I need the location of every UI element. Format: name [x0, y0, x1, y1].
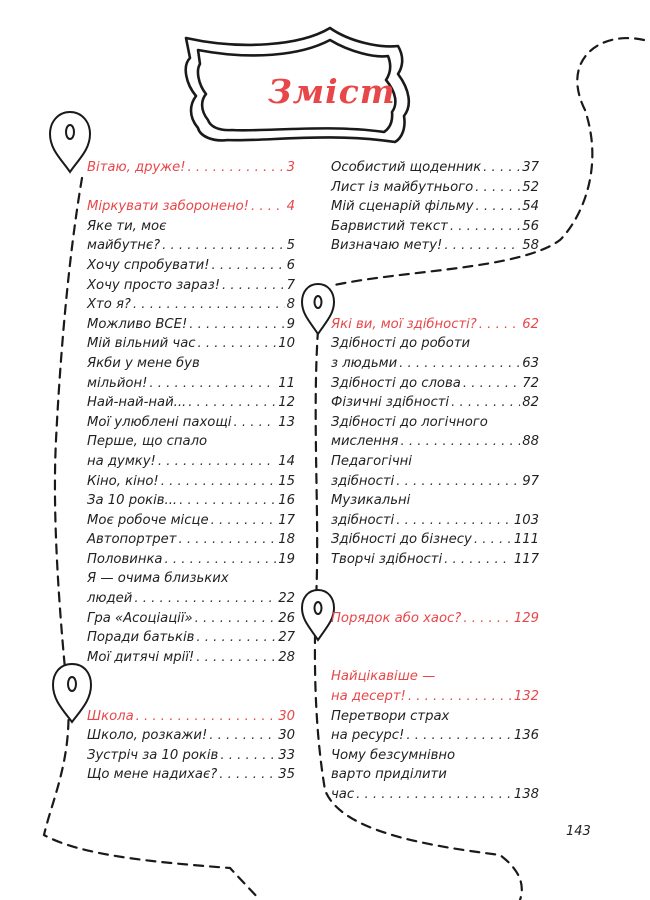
toc-entry-title: Здібності до логічного	[331, 414, 488, 430]
toc-entry	[87, 707, 295, 727]
toc-page-number: 6	[286, 257, 295, 273]
toc-entry-title: Хочу спробувати!	[87, 257, 210, 273]
spacer	[331, 569, 539, 589]
toc-entry-title: Гра «Асоціації»	[87, 610, 193, 626]
toc-entry	[87, 648, 295, 668]
dot-leader	[188, 158, 285, 178]
toc-entry	[87, 511, 295, 531]
dot-leader	[483, 158, 520, 178]
toc-page-number: 10	[278, 336, 295, 352]
toc-entry-title: здібності	[331, 473, 395, 489]
toc-page-number: 15	[278, 473, 295, 489]
toc-page-number: 11	[278, 375, 295, 391]
toc-entry-line	[87, 569, 295, 589]
dot-leader	[219, 765, 276, 785]
toc-page-number: 13	[278, 414, 295, 430]
toc-entry-title: Педагогічні	[331, 453, 412, 469]
toc-entry	[331, 158, 539, 178]
toc-entry	[331, 393, 539, 413]
dot-leader	[189, 315, 284, 335]
toc-entry	[331, 726, 539, 746]
toc-entry-title: Особистий щоденник	[331, 160, 482, 175]
page-title: Зміст	[268, 72, 396, 111]
toc-entry	[331, 432, 539, 452]
dot-leader	[209, 726, 276, 746]
toc-entry-title: Найцікавіше —	[331, 669, 436, 685]
toc-entry-title: Най-най-най...	[87, 395, 187, 411]
toc-page-number: 72	[522, 375, 539, 391]
dot-leader	[196, 648, 276, 668]
toc-entry-title: За 10 років...	[87, 493, 178, 509]
spacer	[87, 687, 295, 707]
toc-entry-title: майбутнє?	[87, 238, 161, 254]
dot-leader	[133, 295, 285, 315]
dot-leader	[179, 491, 276, 511]
spacer	[331, 276, 539, 296]
toc-entry-line	[331, 707, 539, 727]
toc-entry	[87, 236, 295, 256]
toc-entry-title: Яке ти, моє	[87, 218, 167, 234]
map-pin-icon	[302, 284, 334, 334]
map-pin-icon	[50, 112, 90, 172]
toc-page-number: 37	[522, 160, 539, 175]
dot-leader	[451, 393, 520, 413]
toc-entry-title: на думку!	[87, 453, 156, 469]
toc-entry-title: Якби у мене був	[87, 355, 200, 371]
toc-entry	[87, 746, 295, 766]
toc-entry-title: на ресурс!	[331, 728, 405, 744]
toc-entry	[87, 393, 295, 413]
toc-page-number: 138	[513, 787, 539, 802]
dot-leader	[356, 785, 512, 805]
dot-leader	[476, 197, 521, 217]
toc-entry-title: Можливо ВСЕ!	[87, 316, 188, 332]
dot-leader	[444, 550, 512, 570]
toc-entry	[87, 413, 295, 433]
toc-entry	[87, 472, 295, 492]
toc-entry-title: Що мене надихає?	[87, 767, 218, 783]
toc-page-number: 63	[522, 355, 539, 371]
toc-page-number: 136	[513, 728, 539, 744]
dot-leader	[479, 315, 520, 335]
toc-entry-title: Школа	[87, 708, 134, 724]
dot-leader	[198, 334, 277, 354]
toc-entry-line	[331, 452, 539, 472]
toc-entry	[331, 217, 539, 237]
toc-entry-title: Я — очима близьких	[87, 571, 229, 587]
toc-page-number: 56	[522, 218, 539, 234]
toc-entry-title: Поради батьків	[87, 630, 195, 646]
toc-entry	[87, 550, 295, 570]
toc-page-number: 132	[513, 689, 539, 705]
toc-page-number: 103	[513, 512, 539, 528]
toc-right-column	[331, 158, 539, 805]
toc-entry-title: Мій сценарій фільму	[331, 199, 474, 215]
toc-page-number: 8	[286, 297, 295, 313]
toc-page-number: 82	[522, 395, 539, 411]
spacer	[87, 178, 295, 198]
dot-leader	[406, 726, 511, 746]
dot-leader	[178, 530, 276, 550]
dot-leader	[211, 511, 277, 531]
toc-entry-title: Моє робоче місце	[87, 512, 209, 528]
toc-entry-title: здібності	[331, 512, 395, 528]
toc-entry-title: Фізичні здібності	[331, 395, 450, 411]
spacer	[331, 295, 539, 315]
toc-entry-line	[331, 746, 539, 766]
toc-entry	[87, 295, 295, 315]
toc-entry	[331, 609, 539, 629]
toc-entry-title: Музикальні	[331, 493, 411, 509]
toc-entry	[87, 609, 295, 629]
toc-entry-line	[87, 217, 295, 237]
toc-page-number: 30	[278, 728, 295, 744]
dot-leader	[165, 550, 277, 570]
toc-entry	[331, 354, 539, 374]
toc-page-number: 88	[522, 434, 539, 450]
toc-entry	[331, 530, 539, 550]
toc-entry-line	[87, 354, 295, 374]
toc-page-number: 111	[513, 532, 539, 548]
spacer	[87, 667, 295, 687]
toc-entry-title: Визначаю мету!	[331, 238, 443, 254]
dot-leader	[195, 609, 277, 629]
dot-leader	[401, 432, 521, 452]
toc-entry	[331, 315, 539, 335]
dot-leader	[188, 393, 276, 413]
dot-leader	[475, 178, 520, 198]
toc-entry	[331, 472, 539, 492]
toc-entry-title: Здібності до бізнесу	[331, 532, 472, 548]
toc-entry-title: Половинка	[87, 551, 163, 567]
dot-leader	[396, 472, 520, 492]
toc-page-number: 52	[522, 179, 539, 195]
toc-entry-title: Міркувати заборонено!	[87, 199, 249, 215]
toc-entry-title: Автопортрет	[87, 532, 177, 548]
toc-entry-line	[331, 491, 539, 511]
toc-entry	[331, 785, 539, 805]
toc-entry	[331, 550, 539, 570]
toc-entry-title: Барвистий текст	[331, 218, 448, 234]
toc-page-number: 16	[278, 493, 295, 509]
toc-entry-title: мислення	[331, 434, 399, 450]
toc-entry	[87, 374, 295, 394]
toc-page-number: 28	[278, 649, 295, 665]
dot-leader	[158, 452, 276, 472]
toc-entry-line	[87, 432, 295, 452]
toc-entry-title: Мій вільний час	[87, 336, 196, 352]
toc-entry	[331, 511, 539, 531]
dot-leader	[149, 374, 276, 394]
toc-entry-title: Творчі здібності	[331, 551, 443, 567]
spacer	[331, 256, 539, 276]
toc-entry	[87, 530, 295, 550]
toc-entry-title: мільйон!	[87, 375, 148, 391]
dot-leader	[212, 256, 285, 276]
toc-entry-title: Кіно, кіно!	[87, 473, 159, 489]
dot-leader	[251, 197, 285, 217]
toc-entry-title: Мої дитячі мрії!	[87, 649, 195, 665]
toc-entry	[87, 589, 295, 609]
toc-entry	[87, 491, 295, 511]
toc-entry	[87, 315, 295, 335]
toc-entry	[87, 197, 295, 217]
toc-entry	[331, 374, 539, 394]
toc-page-number: 22	[278, 591, 295, 607]
toc-entry-title: Мої улюблені пахощі	[87, 414, 232, 430]
toc-entry	[331, 178, 539, 198]
toc-entry	[87, 726, 295, 746]
toc-entry-title: Перетвори страх	[331, 708, 450, 724]
toc-page-number: 12	[278, 395, 295, 411]
dot-leader	[408, 687, 512, 707]
toc-entry	[87, 158, 295, 178]
dot-leader	[196, 628, 276, 648]
toc-page-number: 62	[522, 316, 539, 332]
toc-page-number: 27	[278, 630, 295, 646]
toc-page-number: 58	[522, 238, 539, 254]
toc-page-number: 19	[278, 551, 295, 567]
toc-entry-title: Здібності до слова	[331, 375, 461, 391]
dot-leader	[161, 472, 277, 492]
toc-entry-line	[331, 334, 539, 354]
toc-page-number: 117	[513, 551, 539, 567]
toc-entry	[331, 197, 539, 217]
dot-leader	[450, 217, 520, 237]
dot-leader	[233, 413, 276, 433]
toc-entry-title: Чому безсумнівно	[331, 747, 456, 763]
dot-leader	[136, 707, 277, 727]
toc-page-number: 18	[278, 532, 295, 548]
toc-page-number: 17	[278, 512, 295, 528]
dot-leader	[222, 276, 285, 296]
toc-page-number: 14	[278, 453, 295, 469]
dot-leader	[444, 236, 520, 256]
dot-leader	[474, 530, 512, 550]
toc-entry	[87, 334, 295, 354]
toc-entry	[87, 765, 295, 785]
toc-page-number: 26	[278, 610, 295, 626]
toc-entry-title: Порядок або хаос?	[331, 610, 462, 626]
toc-entry	[331, 236, 539, 256]
toc-entry-title: варто приділити	[331, 767, 447, 783]
toc-entry-title: Перше, що спало	[87, 434, 208, 450]
toc-entry-title: Зустріч за 10 років	[87, 747, 219, 763]
toc-entry-title: Які ви, мої здібності?	[331, 316, 477, 332]
dot-leader	[463, 374, 520, 394]
toc-entry-title: на десерт!	[331, 689, 406, 705]
spacer	[331, 589, 539, 609]
toc-entry-line	[331, 765, 539, 785]
toc-page-number: 5	[286, 238, 295, 254]
page-number: 143	[566, 824, 591, 839]
dot-leader	[399, 354, 520, 374]
toc-entry	[87, 628, 295, 648]
dot-leader	[134, 589, 276, 609]
toc-entry-title: час	[331, 787, 355, 802]
toc-entry-title: Хочу просто зараз!	[87, 277, 220, 293]
toc-entry-line	[331, 413, 539, 433]
toc-entry	[87, 276, 295, 296]
toc-left-column	[87, 158, 295, 785]
toc-page-number: 4	[286, 199, 295, 215]
toc-page-number: 54	[522, 199, 539, 215]
map-pin-icon	[53, 664, 91, 722]
toc-page-number: 3	[286, 160, 295, 175]
toc-page-number: 129	[513, 610, 539, 626]
dot-leader	[162, 236, 285, 256]
toc-entry-title: Хто я?	[87, 297, 131, 313]
toc-entry-title: Школо, розкажи!	[87, 728, 208, 744]
spacer	[331, 628, 539, 648]
dot-leader	[220, 746, 276, 766]
toc-entry-title: людей	[87, 591, 133, 607]
toc-entry-title: Здібності до роботи	[331, 336, 471, 352]
toc-entry-line	[331, 667, 539, 687]
toc-page-number: 97	[522, 473, 539, 489]
toc-entry-title: Вітаю, друже!	[87, 160, 186, 175]
toc-entry-title: Лист із майбутнього	[331, 179, 474, 195]
toc-page-number: 7	[286, 277, 295, 293]
toc-page-number: 35	[278, 767, 295, 783]
dot-leader	[463, 609, 512, 629]
dot-leader	[396, 511, 512, 531]
toc-page-number: 9	[286, 316, 295, 332]
toc-entry-title: з людьми	[331, 355, 398, 371]
spacer	[331, 648, 539, 668]
toc-page-number: 33	[278, 747, 295, 763]
toc-entry	[87, 452, 295, 472]
toc-page-number: 30	[278, 708, 295, 724]
map-pin-icon	[302, 590, 334, 640]
toc-entry	[331, 687, 539, 707]
toc-entry	[87, 256, 295, 276]
